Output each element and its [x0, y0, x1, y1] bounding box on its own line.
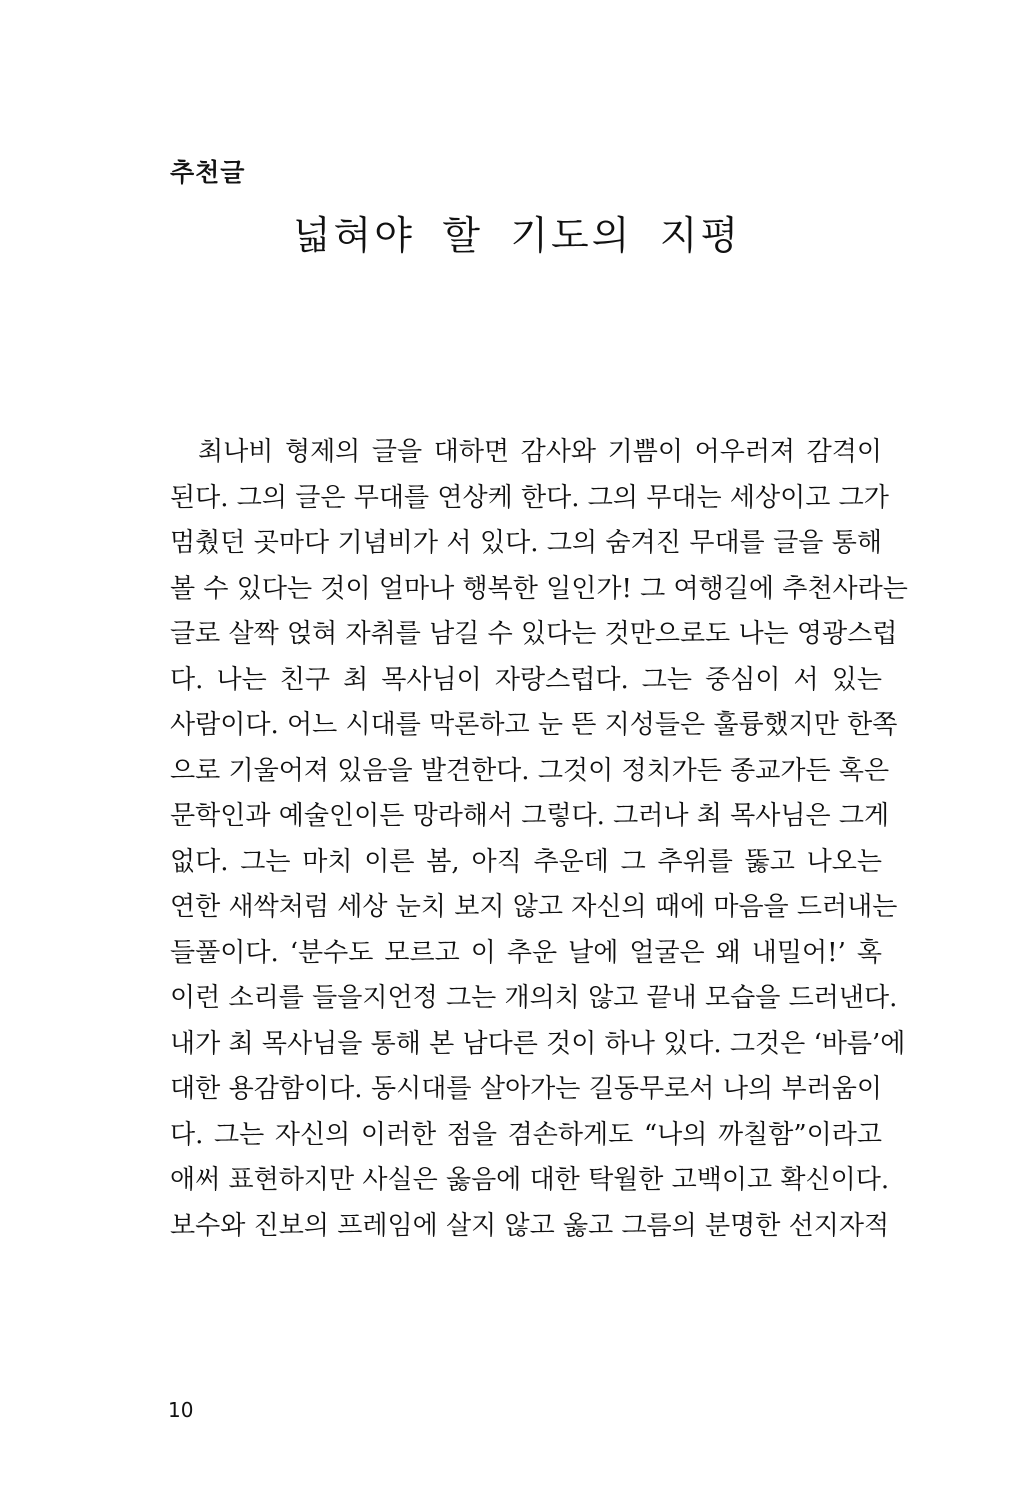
page-title: 넓혀야 할 기도의 지평: [292, 214, 742, 259]
body-line: 으로 기울어져 있음을 발견한다. 그것이 정치가든 종교가든 혹은: [170, 755, 890, 786]
body-line: 다. 나는 친구 최 목사님이 자랑스럽다. 그는 중심이 서 있는: [170, 664, 882, 695]
body-line: 내가 최 목사님을 통해 본 남다른 것이 하나 있다. 그것은 ‘바름’에: [170, 1028, 906, 1059]
body-line: 문학인과 예술인이든 망라해서 그렇다. 그러나 최 목사님은 그게: [170, 801, 890, 831]
body-line: 들풀이다. ‘분수도 모르고 이 추운 날에 얼굴은 왜 내밀어!’ 혹: [170, 937, 882, 968]
body-line: 글로 살짝 얹혀 자취를 남길 수 있다는 것만으로도 나는 영광스럽: [170, 619, 898, 649]
body-line: 다. 그는 자신의 이러한 점을 겸손하게도 “나의 까칠함”이라고: [170, 1119, 882, 1150]
body-text: [170, 430, 908, 1249]
body-line: 이런 소리를 들을지언정 그는 개의치 않고 끝내 모습을 드러낸다.: [170, 983, 898, 1013]
section-label: 추천글: [170, 158, 246, 187]
body-line: 최나비 형제의 글을 대하면 감사와 기쁨이 어우러져 감격이: [198, 437, 882, 467]
body-line: 연한 새싹처럼 세상 눈치 보지 않고 자신의 때에 마음을 드러내는: [170, 892, 898, 922]
body-line: 된다. 그의 글은 무대를 연상케 한다. 그의 무대는 세상이고 그가: [170, 482, 889, 513]
body-line: 멈췄던 곳마다 기념비가 서 있다. 그의 숨겨진 무대를 글을 통해: [170, 528, 882, 558]
page-number: 10: [168, 1398, 194, 1422]
body-line: 애써 표현하지만 사실은 옳음에 대한 탁월한 고백이고 확신이다.: [170, 1165, 890, 1195]
body-line: 대한 용감함이다. 동시대를 살아가는 길동무로서 나의 부러움이: [170, 1074, 882, 1104]
body-line: 없다. 그는 마치 이른 봄, 아직 추운데 그 추위를 뚫고 나오는: [170, 846, 882, 877]
body-line: 보수와 진보의 프레임에 살지 않고 옳고 그름의 분명한 선지자적: [170, 1210, 890, 1241]
body-line: 사람이다. 어느 시대를 막론하고 눈 뜬 지성들은 훌륭했지만 한쪽: [170, 710, 898, 740]
body-line: 볼 수 있다는 것이 얼마나 행복한 일인가! 그 여행길에 추천사라는: [170, 573, 908, 604]
